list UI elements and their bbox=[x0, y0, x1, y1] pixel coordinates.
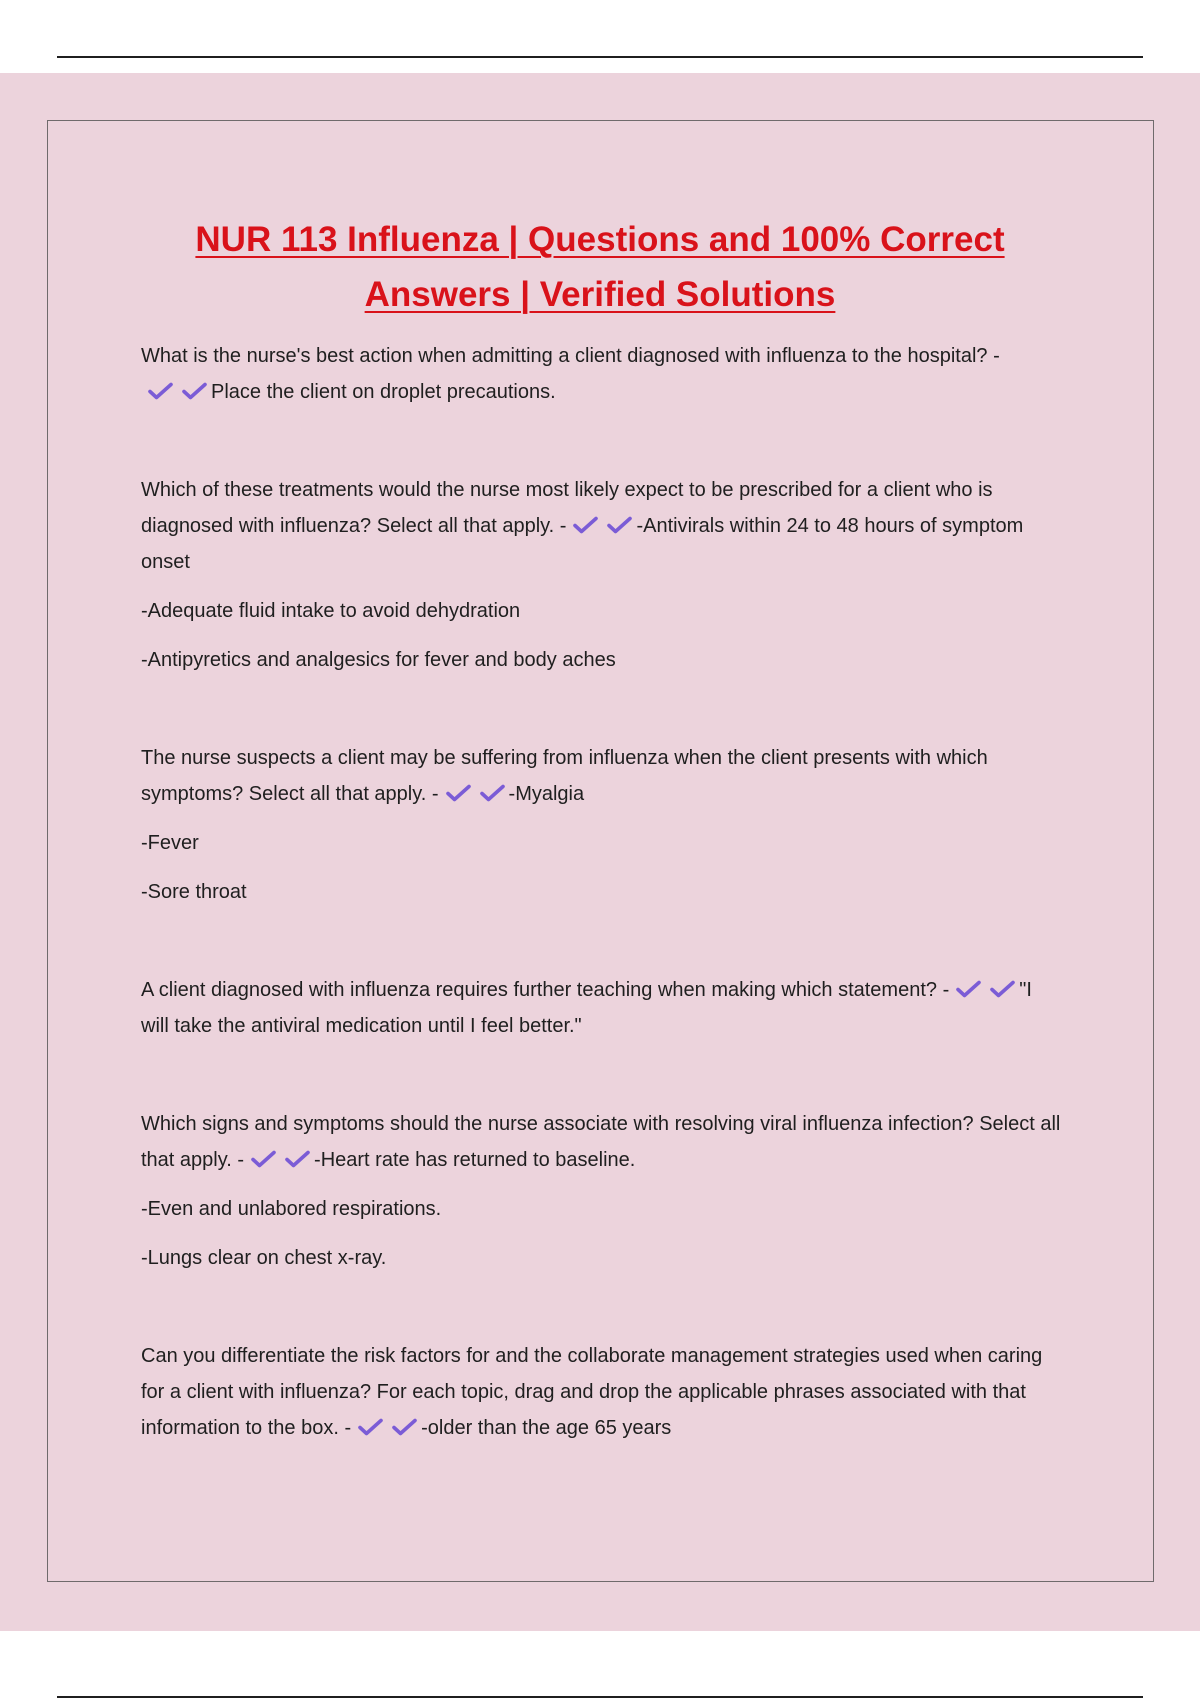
checkmark-icon bbox=[445, 784, 473, 802]
checkmark-icon bbox=[250, 1150, 278, 1168]
double-checkmark-icon bbox=[244, 1142, 312, 1178]
checkmark-icon bbox=[391, 1418, 419, 1436]
answer-text: -Myalgia bbox=[508, 783, 585, 805]
double-checkmark-icon bbox=[949, 972, 1017, 1008]
question-line bbox=[141, 472, 1061, 580]
qa-item bbox=[141, 740, 1061, 910]
question-text: Which signs and symptoms should the nurse associate with resolving viral influenza infection? Select all that apply. - bbox=[141, 1113, 1061, 1171]
answer-option: -Sore throat bbox=[141, 881, 247, 903]
qa-item bbox=[141, 1338, 1061, 1446]
checkmark-icon bbox=[147, 382, 175, 400]
question-text: Which of these treatments would the nurse most likely expect to be prescribed for a client who is diagnosed with influenza? Select all that apply. - bbox=[141, 479, 993, 537]
answer-text: -Antivirals within 24 to 48 hours of symptom onset bbox=[141, 515, 1024, 573]
title-line-1: NUR 113 Influenza | Questions and 100% Correct bbox=[195, 220, 1005, 259]
question-text: A client diagnosed with influenza requires further teaching when making which statement? - bbox=[141, 979, 950, 1001]
qa-item bbox=[141, 338, 1061, 410]
question-line bbox=[141, 1338, 1061, 1446]
qa-item bbox=[141, 472, 1061, 678]
checkmark-icon bbox=[479, 784, 507, 802]
double-checkmark-icon bbox=[439, 776, 507, 812]
answer-option: -Antipyretics and analgesics for fever and body aches bbox=[141, 649, 616, 671]
document-title bbox=[100, 212, 1100, 322]
checkmark-icon bbox=[572, 516, 600, 534]
checkmark-icon bbox=[181, 382, 209, 400]
title-line-2: Answers | Verified Solutions bbox=[364, 275, 836, 314]
answer-option: -Fever bbox=[141, 832, 199, 854]
checkmark-icon bbox=[606, 516, 634, 534]
footer-rule bbox=[57, 1696, 1143, 1698]
answer-text: "I will take the antiviral medication until I feel better." bbox=[141, 979, 1032, 1037]
question-line bbox=[141, 740, 1061, 812]
qa-list bbox=[141, 338, 1061, 1508]
question-text: Can you differentiate the risk factors for and the collaborate management strategies used when caring for a client with influenza? For each topic, drag and drop the applicable phrases associated with that information to the box. - bbox=[141, 1345, 1043, 1439]
checkmark-icon bbox=[284, 1150, 312, 1168]
answer-option: -Even and unlabored respirations. bbox=[141, 1198, 442, 1220]
double-checkmark-icon bbox=[566, 508, 634, 544]
question-line bbox=[141, 972, 1061, 1044]
answer-option: -Lungs clear on chest x-ray. bbox=[141, 1247, 387, 1269]
question-line bbox=[141, 338, 1061, 410]
double-checkmark-icon bbox=[351, 1410, 419, 1446]
checkmark-icon bbox=[955, 980, 983, 998]
answer-text: -older than the age 65 years bbox=[421, 1417, 672, 1439]
qa-item bbox=[141, 972, 1061, 1044]
question-text: The nurse suspects a client may be suffering from influenza when the client presents with which symptoms? Select all that apply. - bbox=[141, 747, 988, 805]
checkmark-icon bbox=[989, 980, 1017, 998]
double-checkmark-icon bbox=[141, 374, 209, 410]
checkmark-icon bbox=[357, 1418, 385, 1436]
header-rule bbox=[57, 56, 1143, 58]
answer-text: -Heart rate has returned to baseline. bbox=[314, 1149, 636, 1171]
question-line bbox=[141, 1106, 1061, 1178]
answer-option: -Adequate fluid intake to avoid dehydration bbox=[141, 600, 521, 622]
qa-item bbox=[141, 1106, 1061, 1276]
answer-text: Place the client on droplet precautions. bbox=[211, 381, 556, 403]
question-text: What is the nurse's best action when admitting a client diagnosed with influenza to the hospital? - bbox=[141, 345, 1000, 367]
